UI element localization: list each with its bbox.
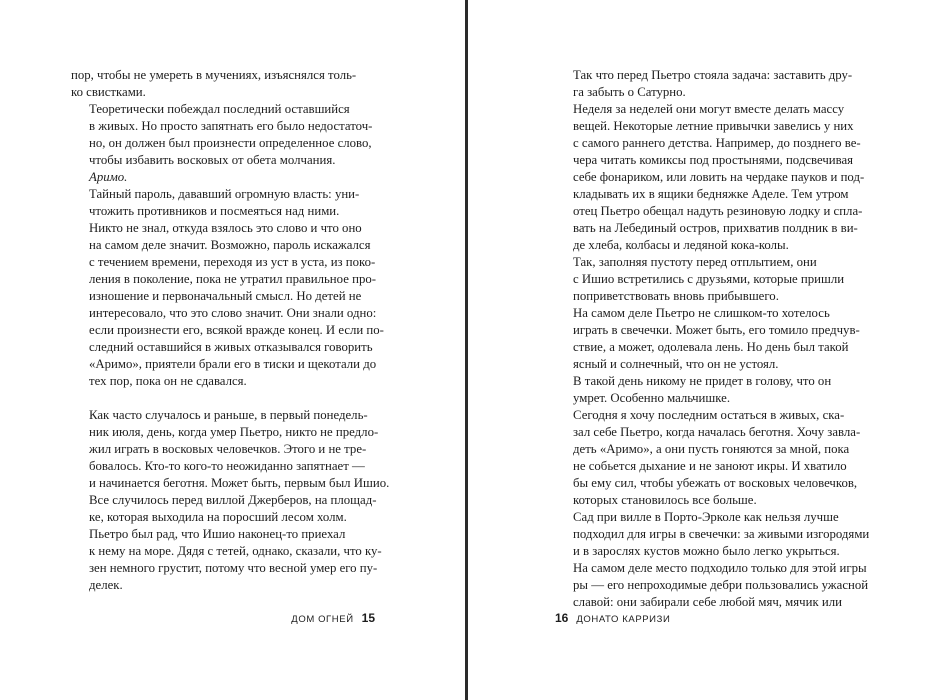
text-line: но, он должен был произнести определенное слово,	[89, 136, 372, 150]
paragraph	[555, 305, 860, 373]
text-line: себе фонариком, или ловить на чердаке пауков и под-	[573, 170, 865, 184]
text-line: «Аримо», приятели брали его в тиски и щекотали до	[89, 357, 377, 371]
text-line: с Ишио встретились с друзьями, которые пришли	[573, 272, 845, 286]
text-line: На самом деле Пьетро не слишком-то хотелось	[573, 306, 830, 320]
paragraph	[555, 67, 855, 101]
text-line: Аримо.	[89, 170, 128, 184]
text-line: и в зарослях кустов можно было легко укрыться.	[573, 544, 840, 558]
text-line: чтобы избавить восковых от обета молчания.	[89, 153, 336, 167]
text-line: ления в поколение, пока не утратил правильное про-	[89, 272, 376, 286]
paragraph	[555, 407, 861, 509]
text-line: Пьетро был рад, что Ишио наконец-то приехал	[89, 527, 346, 541]
text-line: с самого раннего детства. Например, до позднего ве-	[573, 136, 861, 150]
paragraph	[555, 509, 870, 611]
text-line: На самом деле место подходило только для этой игры	[573, 561, 867, 575]
text-line: чтожить противников и посмеяться над ними.	[89, 204, 340, 218]
text-line: следний оставшийся в живых отказывался говорить	[89, 340, 373, 354]
text-line: жил играть в восковых человечков. Этого и не тре-	[89, 442, 367, 456]
page-number-15: 15	[361, 611, 375, 625]
running-head-author: ДОНАТО КАРРИЗИ	[576, 614, 671, 625]
text-line: с течением времени, переходя из уст в уста, из поко-	[89, 255, 376, 269]
paragraph	[71, 526, 382, 594]
text-line: славой: они забирали себе любой мяч, мячик или	[573, 595, 842, 609]
right-page-text	[555, 67, 870, 611]
text-line: Неделя за неделей они могут вместе делать массу	[573, 102, 845, 116]
text-line: к нему на море. Дядя с тетей, однако, сказали, что ку-	[89, 544, 382, 558]
text-line: чера читать комиксы под простынями, подсвечивая	[573, 153, 854, 167]
paragraph	[71, 67, 371, 101]
text-line: и начинается беготня. Может быть, первым был Ишио.	[89, 476, 390, 490]
right-page-footer	[555, 611, 670, 625]
text-line: зен немного грустит, потому что весной умер его пу-	[89, 561, 378, 575]
text-line: бы ему сил, чтобы убежать от восковых человечков,	[573, 476, 858, 490]
text-line: де хлеба, колбасы и ледяной кока-колы.	[573, 238, 789, 252]
text-line: поприветствовать вновь прибывшего.	[573, 289, 779, 303]
text-line: которых становилось все больше.	[573, 493, 757, 507]
text-line: Теоретически побеждал последний оставшийся	[89, 102, 350, 116]
text-line: тех пор, пока он не сдавался.	[89, 374, 247, 388]
text-line: Так, заполняя пустоту перед отплытием, они	[573, 255, 817, 269]
text-line: Все случилось перед виллой Джерберов, на площад-	[89, 493, 377, 507]
paragraph	[71, 169, 371, 186]
right-page	[468, 0, 930, 700]
text-line: ке, которая выходила на поросший лесом холм.	[89, 510, 347, 524]
text-line: делек.	[89, 578, 123, 592]
paragraph	[71, 407, 390, 526]
text-line: умрет. Особенно мальчишке.	[573, 391, 731, 405]
text-line: интересовало, что это слово значит. Они знали одно:	[89, 306, 377, 320]
text-line: кладывать их в ящики бедняжке Аделе. Тем утром	[573, 187, 849, 201]
text-line: Как часто случалось и раньше, в первый понедель-	[89, 408, 368, 422]
text-line: ник июля, день, когда умер Пьетро, никто не предло-	[89, 425, 379, 439]
text-line: подходил для игры в свечечки: за живыми изгородями	[573, 527, 870, 541]
text-line: отец Пьетро обещал надуть резиновую лодку и спла-	[573, 204, 863, 218]
text-line: изношение и первоначальный смысл. Но детей не	[89, 289, 362, 303]
paragraph	[555, 373, 855, 407]
text-line: деть «Аримо», а они пусть гоняются за мной, пока	[573, 442, 850, 456]
text-line: Так что перед Пьетро стояла задача: заставить дру-	[573, 68, 853, 82]
page-number-16: 16	[555, 611, 569, 625]
text-line: ясный и солнечный, что он не устоял.	[573, 357, 779, 371]
text-line: ры — его непроходимые дебри пользовались ужасной	[573, 578, 869, 592]
text-line: Никто не знал, откуда взялось это слово и что оно	[89, 221, 362, 235]
text-line: играть в свечечки. Может быть, его томило предчув-	[573, 323, 860, 337]
paragraph	[71, 186, 371, 220]
text-line: Тайный пароль, дававший огромную власть: уни-	[89, 187, 360, 201]
paragraph	[71, 101, 371, 169]
text-line: на самом деле значит. Возможно, пароль искажался	[89, 238, 371, 252]
text-line: вещей. Некоторые летние привычки завелись у них	[573, 119, 854, 133]
text-line: ко свистками.	[71, 85, 146, 99]
text-line: зал себе Пьетро, когда началась беготня. Хочу завла-	[573, 425, 861, 439]
left-page-text	[71, 67, 390, 594]
text-line: В такой день никому не придет в голову, что он	[573, 374, 832, 388]
left-page-footer	[291, 611, 375, 625]
text-line: если произнести его, всякой вражде конец. И если по-	[89, 323, 384, 337]
text-line: га забыть о Сатурно.	[573, 85, 686, 99]
text-line: бовалось. Кто-то кого-то неожиданно запятнает —	[89, 459, 365, 473]
text-line: в живых. Но просто запятнать его было недостаточ-	[89, 119, 373, 133]
running-head-book-title: ДОМ ОГНЕЙ	[291, 614, 354, 625]
text-line: ствие, а может, одолевала лень. Но день был такой	[573, 340, 849, 354]
paragraph	[71, 220, 384, 390]
paragraph	[555, 101, 865, 254]
text-line: Сад при вилле в Порто-Эрколе как нельзя лучше	[573, 510, 839, 524]
text-line: Сегодня я хочу последним остаться в живых, ска-	[573, 408, 845, 422]
text-line: пор, чтобы не умереть в мучениях, изъяснялся толь-	[71, 68, 357, 82]
text-line: вать на Лебединый остров, прихватив полдник в ви-	[573, 221, 858, 235]
paragraph	[555, 254, 855, 305]
text-line: не собьется дыхание и не заноют икры. И хватило	[573, 459, 847, 473]
